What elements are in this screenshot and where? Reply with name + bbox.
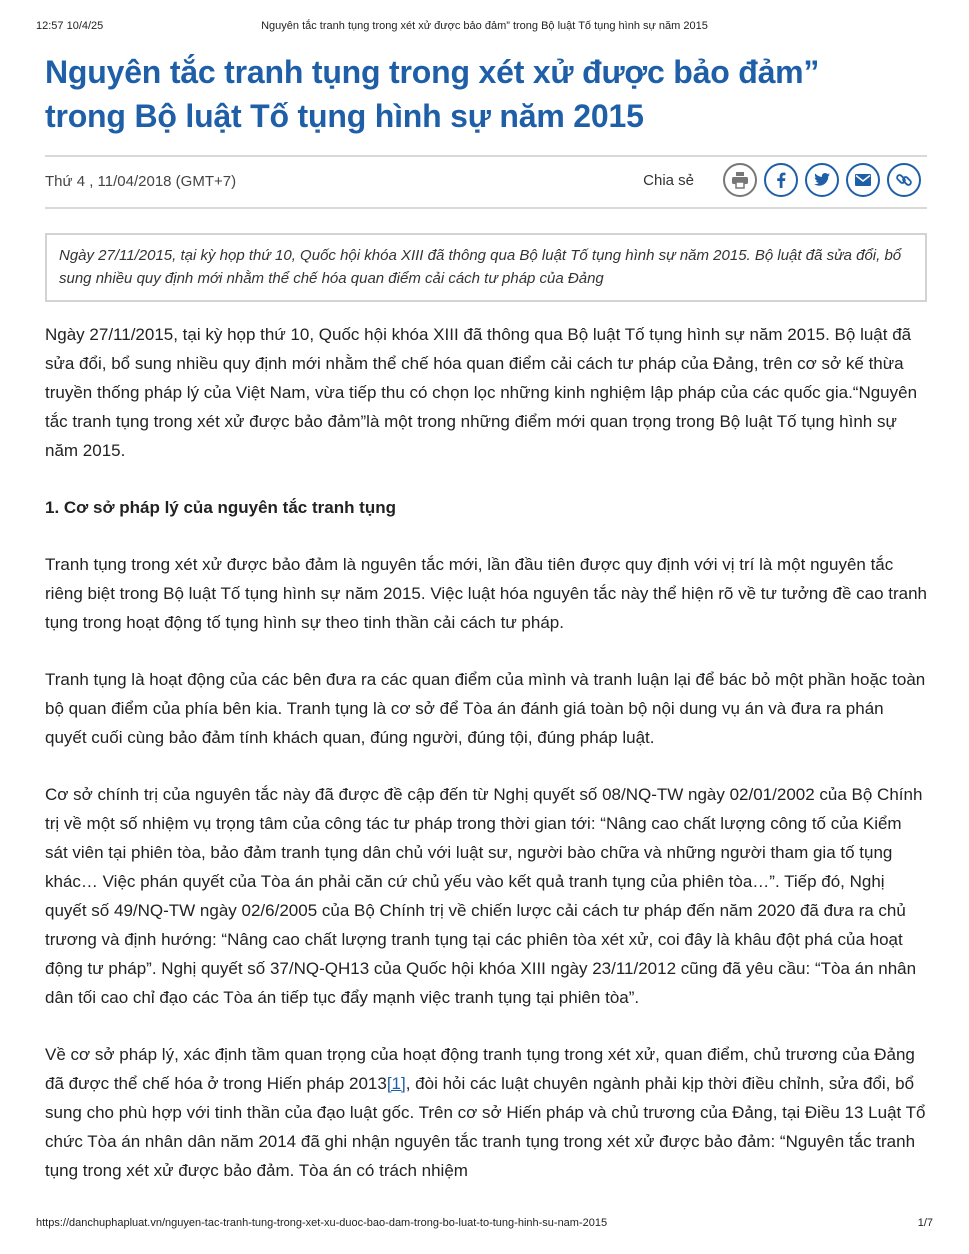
paragraph: Tranh tụng là hoạt động của các bên đưa ra các quan điểm của mình và tranh luận lại để bác bỏ một phần hoặc toàn bộ quan điểm của phía bên kia. Tranh tụng là cơ sở để Tòa án đánh giá toàn bộ nội dung vụ án và đưa ra phán quyết cuối cùng bảo đảm tính khách quan, đúng người, đúng tội, đúng pháp luật. bbox=[45, 670, 926, 747]
article-title-line1: Nguyên tắc tranh tụng trong xét xử được bảo đảm” bbox=[45, 54, 820, 90]
paragraph-intro: Ngày 27/11/2015, tại kỳ họp thứ 10, Quốc hội khóa XIII đã thông qua Bộ luật Tố tụng hình sự năm 2015. Bộ luật đã sửa đổi, bổ sung nhiều quy định mới nhằm thể chế hóa quan điểm cải cách tư pháp của Đảng, trên cơ sở kế thừa truyền thống pháp lý của Việt Nam, vừa tiếp thu có chọn lọc những kinh nghiệm lập pháp của các quốc gia.“Nguyên tắc tranh tụng trong xét xử được bảo đảm”là một trong những điểm mới quan trọng trong Bộ luật Tố tụng hình sự năm 2015. bbox=[45, 325, 918, 460]
print-page-number: 1/7 bbox=[917, 1217, 933, 1229]
paragraph bbox=[45, 1040, 927, 1185]
meta-bar bbox=[45, 155, 927, 209]
print-page-title: Nguyên tắc tranh tụng trong xét xử được bảo đảm” trong Bộ luật Tố tụng hình sự năm 2015 bbox=[261, 20, 708, 32]
paragraph: Cơ sở chính trị của nguyên tắc này đã được đề cập đến từ Nghị quyết số 08/NQ-TW ngày 02/01/2002 của Bộ Chính trị về một số nhiệm vụ trọng tâm của công tác tư pháp trong thời gian tới: “Nâng cao chất lượng công tố của Kiểm sát viên tại phiên tòa, bảo đảm tranh tụng dân chủ với luật sư, người bào chữa và những người tham gia tố tụng khác… Việc phán quyết của Tòa án phải căn cứ chủ yếu vào kết quả tranh tụng của phiên tòa…”. Tiếp đó, Nghị quyết số 49/NQ-TW ngày 02/6/2005 của Bộ Chính trị về chiến lược cải cách tư pháp đến năm 2020 đã đưa ra chủ trương và định hướng: “Nâng cao chất lượng tranh tụng tại các phiên tòa xét xử, coi đây là khâu đột phá của hoạt động tư pháp”. Nghị quyết số 37/NQ-QH13 của Quốc hội khóa XIII ngày 23/11/2012 cũng đã yêu cầu: “Tòa án nhân dân tối cao chỉ đạo các Tòa án tiếp tục đẩy mạnh việc tranh tụng tại phiên tòa”. bbox=[45, 785, 923, 1007]
article bbox=[45, 50, 927, 1213]
article-title bbox=[45, 50, 927, 138]
facebook-icon[interactable] bbox=[764, 163, 798, 197]
publish-date: Thứ 4 , 11/04/2018 (GMT+7) bbox=[45, 173, 237, 190]
article-summary: Ngày 27/11/2015, tại kỳ họp thứ 10, Quốc hội khóa XIII đã thông qua Bộ luật Tố tụng hình sự năm 2015. Bộ luật đã sửa đổi, bổ sung nhiều quy định mới nhằm thể chế hóa quan điểm cải cách tư pháp của Đảng bbox=[45, 233, 927, 302]
print-footer bbox=[36, 1217, 933, 1233]
print-datetime: 12:57 10/4/25 bbox=[36, 20, 104, 32]
email-icon[interactable] bbox=[846, 163, 880, 197]
section-heading: 1. Cơ sở pháp lý của nguyên tắc tranh tụng bbox=[45, 498, 396, 517]
article-title-line2: trong Bộ luật Tố tụng hình sự năm 2015 bbox=[45, 98, 644, 134]
footnote-link[interactable]: [1] bbox=[386, 1074, 406, 1093]
share-bar bbox=[643, 163, 921, 197]
print-icon[interactable] bbox=[723, 163, 757, 197]
link-icon[interactable] bbox=[887, 163, 921, 197]
print-header bbox=[36, 20, 933, 36]
twitter-icon[interactable] bbox=[805, 163, 839, 197]
paragraph-text: Về cơ sở pháp lý, xác định tầm quan trọng của hoạt động tranh tụng trong xét xử, quan điểm, chủ trương của Đảng đã được thể chế hóa ở trong Hiến pháp 2013 bbox=[45, 1045, 915, 1093]
article-body bbox=[45, 320, 927, 1185]
share-label: Chia sẻ bbox=[643, 171, 694, 189]
print-url: https://danchuphapluat.vn/nguyen-tac-tranh-tung-trong-xet-xu-duoc-bao-dam-trong-bo-luat-to-tung-hinh-su-nam-2015 bbox=[36, 1217, 608, 1229]
paragraph: Tranh tụng trong xét xử được bảo đảm là nguyên tắc mới, lần đầu tiên được quy định với vị trí là một nguyên tắc riêng biệt trong Bộ luật Tố tụng hình sự năm 2015. Việc luật hóa nguyên tắc này thể hiện rõ về tư tưởng đề cao tranh tụng trong hoạt động tố tụng hình sự theo tinh thần cải cách tư pháp. bbox=[45, 555, 928, 632]
paragraph-text: , đòi hỏi các luật chuyên ngành phải kịp thời điều chỉnh, sửa đổi, bổ sung cho phù hợp với tinh thần của đạo luật gốc. Trên cơ sở Hiến pháp và chủ trương của Đảng, tại Điều 13 Luật Tổ chức Tòa án nhân dân năm 2014 đã ghi nhận nguyên tắc tranh tụng trong xét xử được bảo đảm: “Nguyên tắc tranh tụng trong xét xử được bảo đảm. Tòa án có trách nhiệm bbox=[45, 1074, 926, 1180]
